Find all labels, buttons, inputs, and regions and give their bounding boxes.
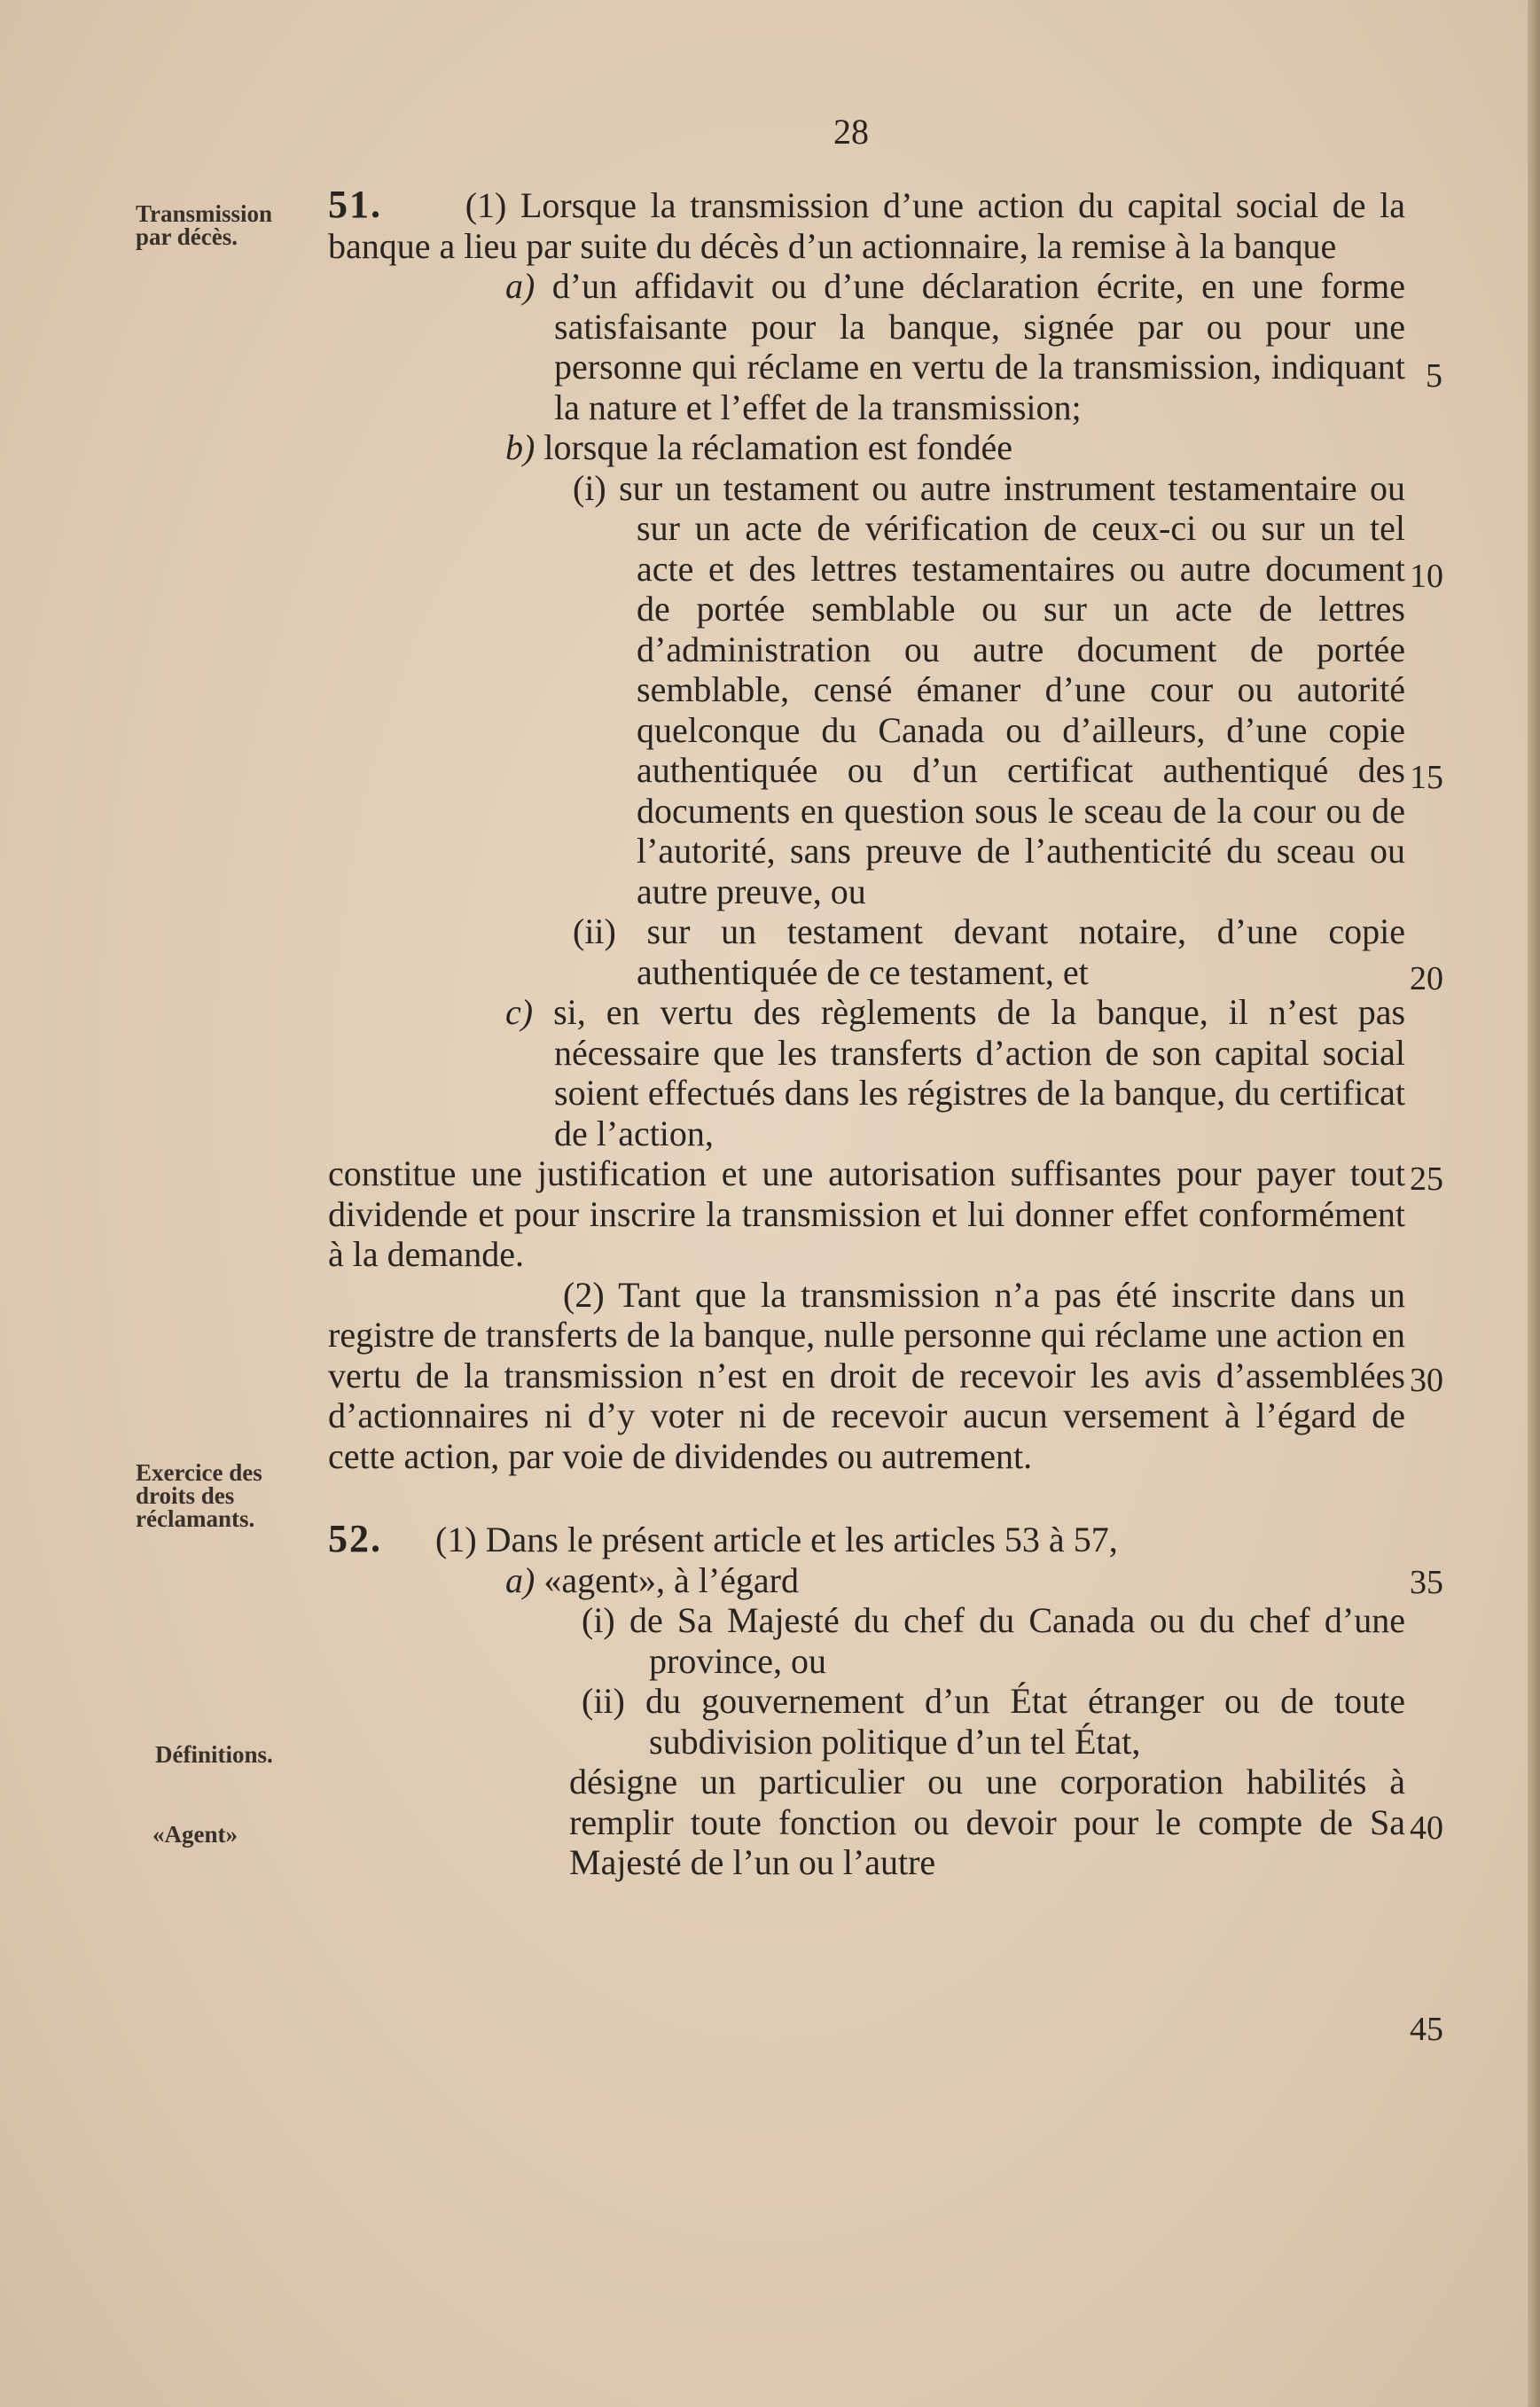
- paragraph-text: (1) Dans le présent article et les articles 53 à 57,: [435, 1520, 1118, 1559]
- subclause-text: du gouvernement d’un État étranger ou de toute subdivision politique d’un tel État,: [645, 1681, 1406, 1762]
- clause-text: «agent», à l’égard: [543, 1559, 799, 1600]
- page-edge: [1528, 0, 1540, 2407]
- section-number: 52.: [328, 1517, 382, 1560]
- paragraph-text: (1) Lorsque la transmission d’une action du capital social de la banque a lieu par suite du décès d’un actionnaire, la remise à la banque: [328, 185, 1406, 266]
- line-number: 20: [1410, 960, 1443, 997]
- line-number: 45: [1410, 2011, 1443, 2048]
- subclause-label: (ii): [573, 911, 616, 951]
- section-51-paragraph-2: (2) Tant que la transmission n’a pas été inscrite dans un registre de transferts de la banque, nulle personne qui réclame une action en vertu de la transmission n’est en droit de recevoir les avis d’assemblées d’actionnaires ni d’y voter ni de recevoir aucun versement à l’égard de cette action, par voie de dividendes ou autrement.: [328, 1274, 1405, 1476]
- subclause-label: (ii): [582, 1681, 625, 1721]
- section-51-intro: [328, 184, 1405, 266]
- margin-note-definitions: Définitions.: [155, 1741, 273, 1768]
- clause-label: c): [505, 992, 534, 1032]
- clause-c: [328, 992, 1405, 1153]
- subclause-b-ii: [328, 911, 1405, 992]
- clause-label: b): [505, 427, 535, 467]
- clause-text: d’un affidavit ou d’une déclaration écrite, en une forme satisfaisante pour la banque, signée par ou pour une personne qui réclame en vertu de la transmission, indiquant la nature et l’effet de la transmission;: [551, 266, 1405, 427]
- subclause-text: sur un testament devant notaire, d’une copie authentiquée de ce testament, et: [637, 911, 1405, 992]
- subclause-label: (i): [573, 467, 606, 508]
- subclause-text: sur un testament ou autre instrument testamentaire ou sur un acte de vérification de ceux-ci ou sur un tel acte et des lettres testamentaires ou autre document de portée semblable ou sur un acte de lettres d’administration ou autre document de portée semblable, censé émaner d’une cour ou autorité quelconque du Canada ou d’ailleurs, d’une copie authentiquée ou d’un certificat authentiqué des documents en question sous le sceau de la cour ou de l’autorité, sans preuve de l’authenticité du sceau ou autre preuve, ou: [619, 467, 1405, 911]
- line-number: 15: [1410, 759, 1443, 796]
- subclause-text: de Sa Majesté du chef du Canada ou du chef d’une province, ou: [629, 1600, 1406, 1681]
- section-number: 51.: [328, 183, 382, 226]
- subclause-a-i: [328, 1600, 1405, 1681]
- subclause-b-i: [328, 468, 1405, 912]
- clause-text: si, en vertu des règlements de la banque, il n’est pas nécessaire que les transferts d’action de son capital social soient effectués dans les régistres de la banque, du certificat de l’action,: [553, 992, 1406, 1153]
- subclause-label: (i): [582, 1600, 615, 1640]
- line-number: 40: [1410, 1809, 1443, 1847]
- page-number: 28: [833, 112, 869, 152]
- clause-a: [328, 266, 1405, 427]
- section-51-conclusion: constitue une justification et une autorisation suffisantes pour payer tout dividende et pour inscrire la transmission et lui donner effet conformément à la demande.: [328, 1153, 1405, 1274]
- margin-note-exercice: Exercice des droits des réclamants.: [136, 1459, 262, 1532]
- line-number: 30: [1410, 1362, 1443, 1399]
- margin-note-transmission: Transmission par décès.: [136, 200, 273, 250]
- section-52-intro: [328, 1519, 1405, 1560]
- line-number: 25: [1410, 1161, 1443, 1198]
- document-body: [328, 184, 1405, 1883]
- section-gap: [328, 1476, 1405, 1519]
- clause-label: a): [505, 266, 535, 306]
- margin-note-agent: «Agent»: [152, 1821, 238, 1848]
- clause-label: a): [505, 1559, 535, 1600]
- subclause-a-ii: [328, 1681, 1405, 1762]
- line-number: 5: [1426, 357, 1442, 395]
- clause-b: [328, 427, 1405, 468]
- clause-a-tail: désigne un particulier ou une corporation habilités à remplir toute fonction ou devoir pour le compte de Sa Majesté de l’un ou l’autre: [569, 1762, 1405, 1882]
- clause-text: lorsque la réclamation est fondée: [543, 427, 1012, 467]
- line-number: 10: [1410, 558, 1443, 595]
- clause-a: [328, 1560, 1405, 1601]
- line-number: 35: [1410, 1564, 1443, 1601]
